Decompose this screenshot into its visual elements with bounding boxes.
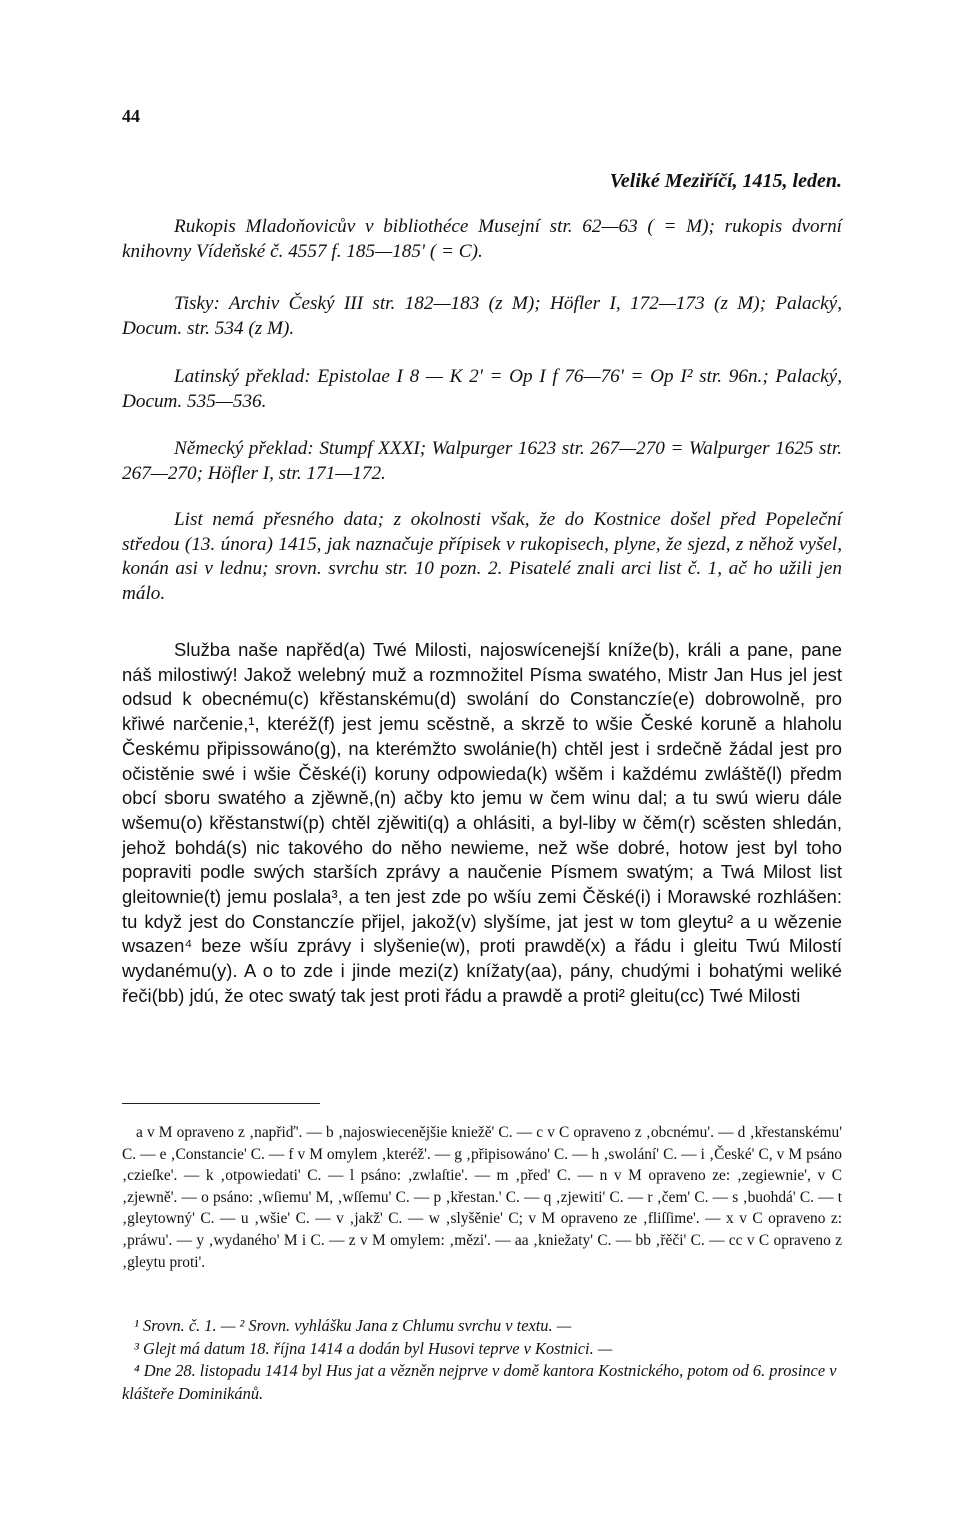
footnote: ¹ Srovn. č. 1. — ² Srovn. vyhlášku Jana z Chlumu svrchu v textu. — [134, 1316, 572, 1335]
page-number: 44 [122, 106, 140, 126]
meta-paragraph: Latinský překlad: Epistolae I 8 — K 2' = Op I f 76—76' = Op I² str. 96n.; Palacký, Docum. 535—536. [122, 366, 842, 412]
letter-body [122, 638, 842, 1009]
meta-paragraph: Tisky: Archiv Český III str. 182—183 (z M); Höfler I, 172—173 (z M); Palacký, Docum. str. 534 (z M). [122, 293, 842, 339]
printed-editions [122, 292, 842, 341]
meta-paragraph: List nemá přesného data; z okolnosti však, že do Kostnice došel před Popeleční středou (13. února) 1415, jak naznačuje přípisek v rukopisech, plyne, že sjezd, z něhož vyšel, konán asi v lednu; srovn. svrchu str. 10 pozn. 2. Pisatelé znali arci list č. 1, ač ho užili jen málo. [122, 509, 842, 604]
german-translation [122, 437, 842, 486]
latin-translation [122, 365, 842, 414]
footnote: ³ Glejt má datum 18. října 1414 a dodán byl Husovi teprve v Kostnici. — [134, 1338, 613, 1358]
letter-text: Služba naše napřěd(a) Twé Milosti, najoswícenejší kníže(b), králi a pane, pane náš milostiwý! Jakož welebný muž a rozmnožitel Písma swatého, Mistr Jan Hus jel jest odsud k obecnému(c) křěstanskému(d) swolání do Constanczíe(e) dobrowolně, pro křiwé narčenie,¹, kteréž(f) jest jemu scěstně, a skrzě to wšie České koruně a hlaholu Českému připissowáno(g), na kterémžto swolánie(h) chtěl jest i srdečně žádal jest pro očistěnie swé i wšie Čěské(i) koruny odpowieda(k) wšěm i každému zwláště(l) předm obcí sboru swatého a zjěwně,(n) ačby kto jemu w čem winu dal; a tu swú wieru dále wšemu(o) křěstanstwí(p) chtěl zjěwiti(q) a ohlásiti, a byl-liby w čěm(r) scěsten shledán, jehož bohdá(s) nic takového do něho newieme, než wše dobré, hotow jest byl toho popraviti podle swých starších zprávy a naučenie Písmem swatým; a Twá Milost list gleitownie(t) jemu poslala³, a ten jest zde po wšíu zemi Čěské(i) i Morawské rozhlášen: tu když jest do Constanczíe přijel, jakož(v) slyšíme, jat jest w tom gleytu² a u wězenie wsazen⁴ beze wšíu zprávy i slyšenie(w), proti prawdě(x) a řádu i gleitu Twú Milostí wydanému(y). A o to zde i jinde mezi(z) knížaty(aa), pány, chudými i bohatými weliké řeči(bb) jdú, že otec swatý tak jest proti řádu a prawdě a proti² gleitu(cc) Twé Milosti [122, 639, 842, 1006]
footnote: ⁴ Dne 28. listopadu 1414 byl Hus jat a vězněn nejprve v domě kantora Kostnického, potom od 6. prosince v klášteře Dominikánů. [122, 1361, 837, 1403]
meta-paragraph: Německý překlad: Stumpf XXXI; Walpurger 1623 str. 267—270 = Walpurger 1625 str. 267—270; Höfler I, str. 171—172. [122, 438, 842, 484]
footnote-divider [122, 1103, 320, 1104]
dating-note [122, 508, 842, 606]
meta-paragraph: Rukopis Mladoňovicův v bibliothéce Musejní str. 62—63 ( = M); rukopis dvorní knihovny Vídeňské č. 4557 f. 185—185' ( = C). [122, 216, 842, 262]
apparatus-criticus [122, 1122, 842, 1273]
manuscript-sources [122, 215, 842, 264]
apparatus-text: a v M opraveno z ‚napřiď'. — b ‚najoswiecenějšie kniežě' C. — c v C opraveno z ‚obcnému'. — d ‚křestanskému' C. — e ‚Constancie' C. — f v M omylem ‚kteréž'. — g ‚připisowáno' C. — h ‚swolání' C. — i ‚České' C, v M psáno ‚czieſke'. — k ‚otpowiedati' C. — l psáno: ‚zwlaſtie'. — m ‚před' C. — n v M opraveno ze: ‚zegiewnie', v C ‚zjewně'. — o psáno: ‚wſiemu' M, ‚wſſemu' C. — p ‚křestan.' C. — q ‚zjewiti' C. — r ‚čem' C. — s ‚buohdá' C. — t ‚gleytowný' C. — u ‚wšie' C. — v ‚jakž' C. — w ‚slyšěnie' C; v M opraveno ze ‚fliſſime'. — x v C opraveno z: ‚práwu'. — y ‚wydaného' M i C. — z v M omylem: ‚mězi'. — aa ‚kniežaty' C. — bb ‚řěči' C. — cc v C opraveno z ‚gleytu proti'. [122, 1124, 842, 1271]
footnotes [122, 1315, 842, 1405]
letter-heading: Veliké Meziříčí, 1415, leden. [609, 170, 842, 192]
